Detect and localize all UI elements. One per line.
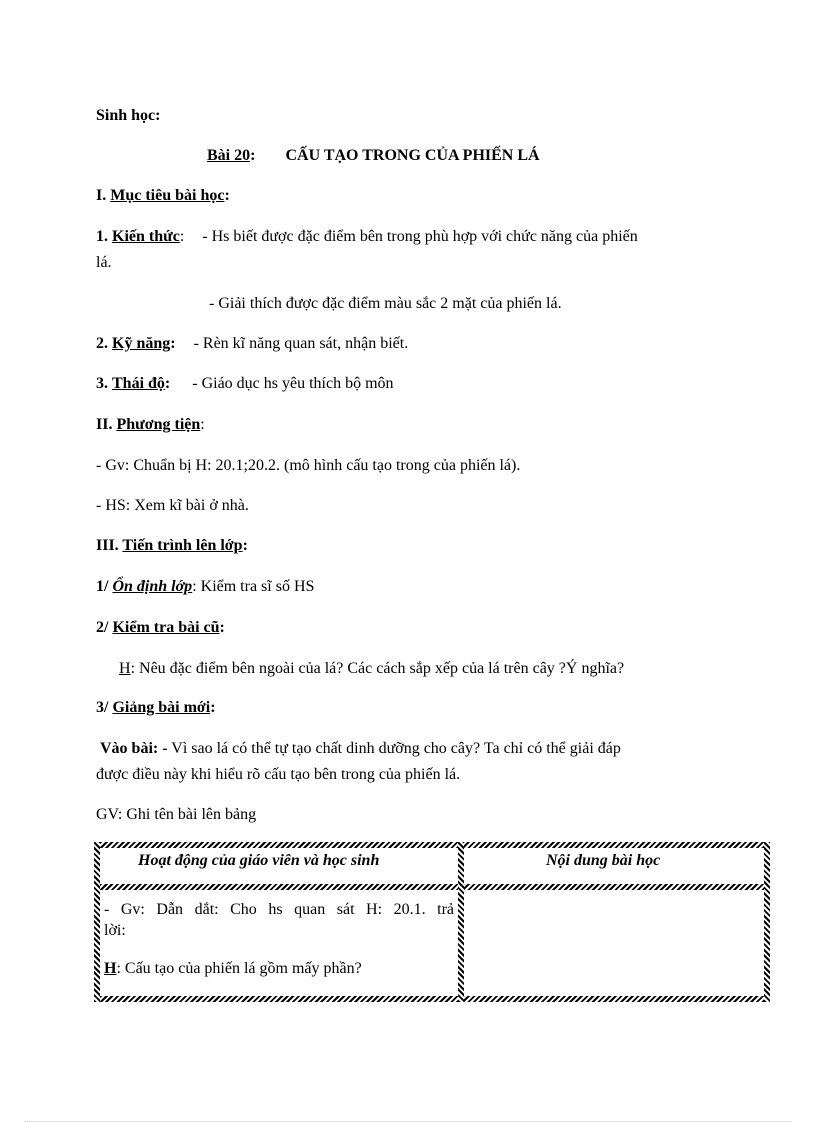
step2-label: Kiểm tra bài cũ	[112, 619, 220, 636]
review-question-label: H	[119, 660, 131, 677]
step1-num: 1/	[96, 578, 109, 595]
knowledge-num: 1.	[96, 228, 108, 245]
review-question	[119, 659, 624, 679]
section2-roman: II.	[96, 416, 113, 433]
section1-roman: I.	[96, 187, 107, 204]
section1-title: Mục tiêu bài học	[110, 187, 225, 204]
table-border-right	[764, 842, 770, 1002]
section3-colon: :	[242, 537, 248, 554]
skills-colon: :	[170, 335, 176, 352]
table-left-line-1: - Gv: Dẫn dắt: Cho hs quan sát H: 20.1. trả	[104, 901, 454, 918]
review-question-text: : Nêu đặc điểm bên ngoài của lá? Các cách sắp xếp của lá trên cây ?Ý nghĩa?	[130, 660, 625, 677]
attitude-colon: :	[164, 375, 171, 392]
section3-heading	[96, 536, 248, 556]
knowledge-colon: :	[179, 228, 185, 245]
attitude-row	[96, 374, 394, 394]
table-column-divider	[458, 842, 464, 1002]
step3-colon: :	[210, 699, 216, 716]
gv-note: GV: Ghi tên bài lên bảng	[96, 806, 257, 823]
table-question-text: : Cấu tạo của phiến lá gồm mấy phần?	[116, 960, 362, 977]
section2-heading	[96, 415, 205, 435]
knowledge-row	[96, 227, 638, 247]
step2-colon: :	[219, 619, 225, 636]
attitude-label: Thái độ	[112, 375, 165, 392]
attitude-num: 3.	[96, 375, 108, 392]
table-question-label: H	[104, 960, 117, 977]
attitude-text: - Giáo dục hs yêu thích bộ môn	[192, 375, 394, 392]
skills-label: Kỹ năng	[112, 335, 171, 352]
step3-label: Giảng bài mới	[112, 699, 211, 716]
step1-label: Ổn định lớp	[112, 578, 193, 595]
knowledge-text-1: - Hs biết được đặc điểm bên trong phù hợp với chức năng của phiến	[202, 228, 638, 245]
section3-title: Tiến trình lên lớp	[122, 537, 243, 554]
skills-num: 2.	[96, 335, 108, 352]
step1-row	[96, 577, 314, 597]
table-header-content: Nội dung bài học	[546, 852, 661, 869]
intro-label: Vào bài: -	[100, 740, 168, 757]
table-left-line-2: lời:	[104, 922, 126, 939]
table-border-bottom	[94, 996, 770, 1002]
section3-roman: III.	[96, 537, 119, 554]
knowledge-text-2: - Giải thích được đặc điểm màu sắc 2 mặt của phiến lá.	[209, 295, 562, 312]
skills-row	[96, 334, 408, 354]
skills-text: - Rèn kĩ năng quan sát, nhận biết.	[193, 335, 409, 352]
intro-row	[100, 739, 621, 759]
step3-num: 3/	[96, 699, 109, 716]
section1-heading	[96, 186, 230, 206]
step3-row	[96, 698, 216, 718]
lesson-colon: :	[250, 147, 256, 164]
hs-preparation: - HS: Xem kĩ bài ở nhà.	[96, 497, 249, 514]
subject-label: Sinh học:	[96, 107, 161, 124]
lesson-table	[94, 842, 770, 1002]
intro-text-2: được điều này khi hiểu rõ cấu tạo bên trong của phiến lá.	[96, 766, 461, 783]
lesson-heading	[207, 146, 540, 166]
table-header-divider	[94, 884, 770, 890]
section2-title: Phương tiện	[116, 416, 201, 433]
lesson-title: CẤU TẠO TRONG CỦA PHIẾN LÁ	[285, 147, 540, 164]
knowledge-label: Kiến thức	[112, 228, 180, 245]
step1-text: : Kiểm tra sĩ số HS	[192, 578, 315, 595]
table-header-activities: Hoạt động của giáo viên và học sinh	[138, 852, 380, 869]
section1-colon: :	[224, 187, 230, 204]
table-left-question	[104, 956, 362, 982]
step2-row	[96, 618, 225, 638]
lesson-number: Bài 20	[207, 147, 251, 164]
intro-text-1: Vì sao lá có thể tự tạo chất dinh dưỡng cho cây? Ta chỉ có thể giải đáp	[171, 740, 621, 757]
table-border-left	[94, 842, 100, 1002]
section2-colon: :	[200, 416, 205, 433]
gv-preparation: - Gv: Chuẩn bị H: 20.1;20.2. (mô hình cấu tạo trong của phiến lá).	[96, 457, 521, 474]
step2-num: 2/	[96, 619, 109, 636]
knowledge-text-cont: lá.	[96, 254, 112, 271]
